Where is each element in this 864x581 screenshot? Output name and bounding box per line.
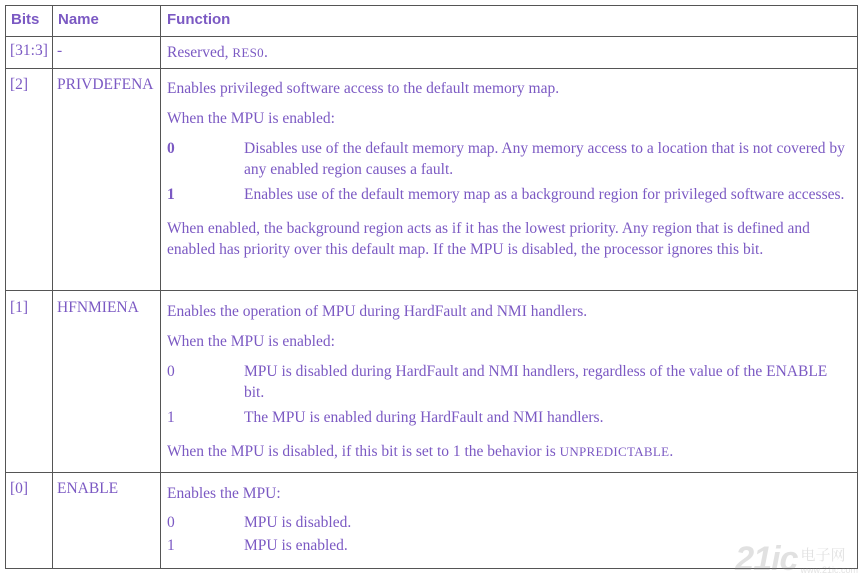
table-row xyxy=(6,69,858,291)
value-entry: 1 The MPU is enabled during HardFault and NMI handlers. xyxy=(167,409,604,426)
row-bits: [2] xyxy=(6,69,53,291)
function-text: Reserved, RES0. xyxy=(167,44,268,61)
value-entry: 0 MPU is disabled. xyxy=(167,514,352,531)
watermark-logo: 21ic xyxy=(735,540,798,578)
header-bits: Bits xyxy=(6,6,53,37)
table-row xyxy=(6,473,858,569)
table-row xyxy=(6,291,858,473)
mpu-ctrl-bit-table xyxy=(5,5,858,569)
register-table-page xyxy=(5,5,858,569)
row-function xyxy=(161,69,858,291)
row-function xyxy=(161,37,858,69)
function-intro: Enables privileged software access to the default memory map. xyxy=(167,80,560,97)
watermark-cn: 电子网 xyxy=(800,546,846,564)
row-bits: [0] xyxy=(6,473,53,569)
row-bits: [31:3] xyxy=(6,37,53,69)
header-name: Name xyxy=(53,6,161,37)
row-bits: [1] xyxy=(6,291,53,473)
value-entry: 1 Enables use of the default memory map as a background region for privileged software accesses. xyxy=(167,186,845,203)
row-function xyxy=(161,291,858,473)
function-when: When the MPU is enabled: xyxy=(167,333,335,350)
value-entry: 0 Disables use of the default memory map. Any memory access to a location that is not covered by any enabled region causes a fault. xyxy=(167,140,845,178)
value-entry: 1 MPU is enabled. xyxy=(167,537,348,554)
function-intro: Enables the operation of MPU during HardFault and NMI handlers. xyxy=(167,303,588,320)
header-function: Function xyxy=(161,6,858,37)
watermark-url: www.21ic.com xyxy=(800,565,858,575)
row-name: HFNMIENA xyxy=(53,291,161,473)
value-entry: 0 MPU is disabled during HardFault and NMI handlers, regardless of the value of the ENABLE bit. xyxy=(167,363,828,401)
row-function xyxy=(161,473,858,569)
row-name: PRIVDEFENA xyxy=(53,69,161,291)
row-name: ENABLE xyxy=(53,473,161,569)
function-intro: Enables the MPU: xyxy=(167,485,281,502)
table-row xyxy=(6,37,858,69)
table-header-row xyxy=(6,6,858,37)
function-when: When the MPU is enabled: xyxy=(167,110,335,127)
function-note: When the MPU is disabled, if this bit is set to 1 the behavior is UNPREDICTABLE. xyxy=(167,443,674,460)
row-name: - xyxy=(53,37,161,69)
function-note: When enabled, the background region acts as if it has the lowest priority. Any region that is defined and enabled has priority over this default map. If the MPU is disabled, the processor ignores this bit. xyxy=(167,220,810,258)
